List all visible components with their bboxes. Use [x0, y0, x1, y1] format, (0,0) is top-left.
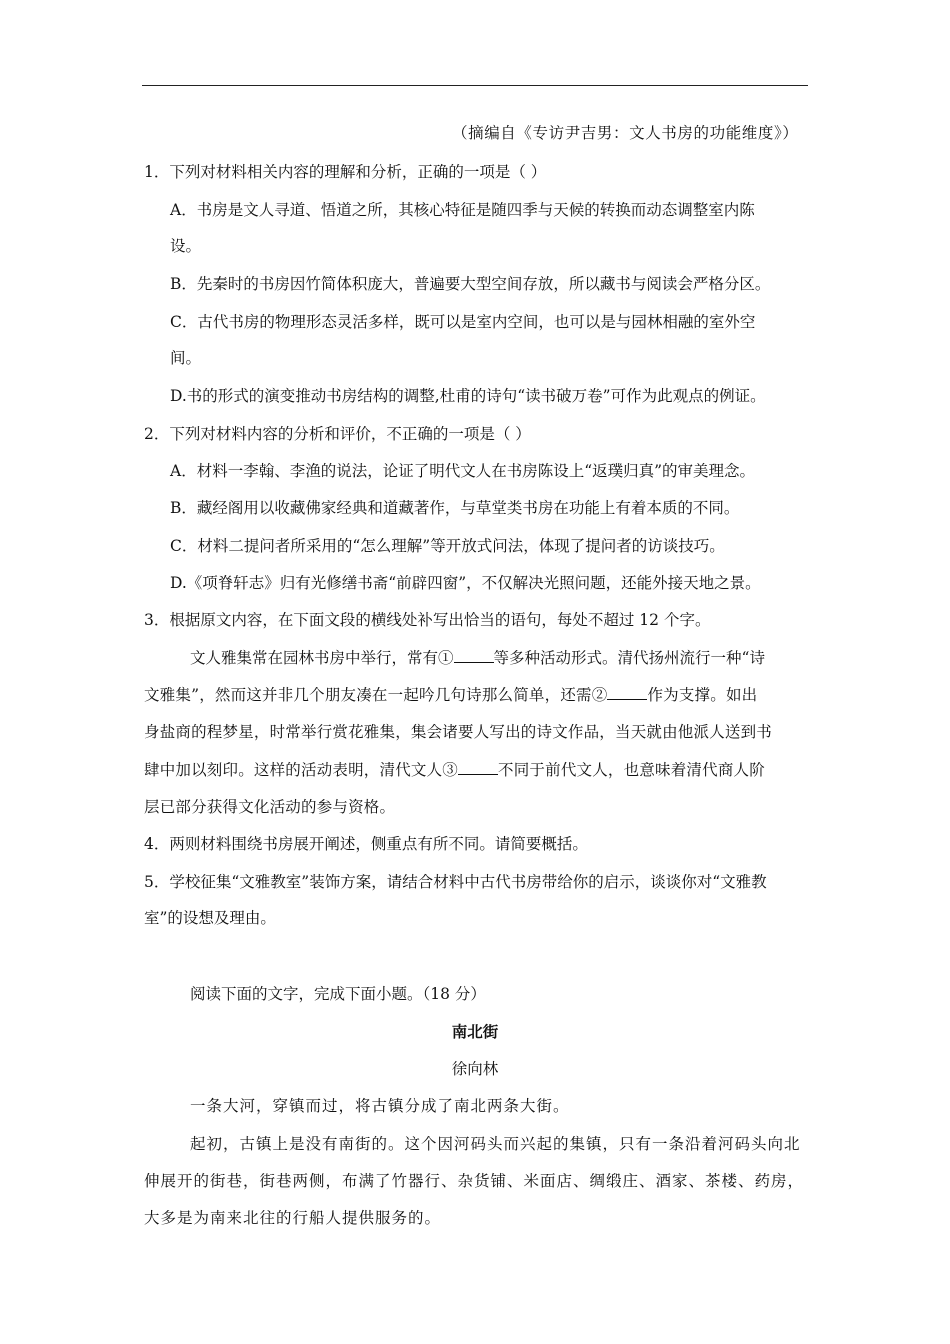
question-1-option-d: D.书的形式的演变推动书房结构的调整,杜甫的诗句“读书破万卷”可作为此观点的例证。: [170, 387, 766, 405]
question-1-stem: 1．下列对材料相关内容的理解和分析，正确的一项是（ ）: [144, 163, 547, 181]
question-2-option-a: A．材料一李翰、李渔的说法，论证了明代文人在书房陈设上“返璞归真”的审美理念。: [170, 462, 756, 480]
question-5-stem: 5．学校征集“文雅教室”装饰方案，请结合材料中古代书房带给你的启示，谈谈你对“文雅教: [144, 873, 767, 891]
question-3-line-1: 文人雅集常在园林书房中举行，常有① 等多种活动形式。清代扬州流行一种“诗: [190, 649, 765, 667]
question-3-line-5: 层已部分获得文化活动的参与资格。: [144, 798, 396, 816]
question-3-line-4: 肆中加以刻印。这样的活动表明，清代文人③ 不同于前代文人，也意味着清代商人阶: [144, 761, 765, 779]
story-author: 徐向林: [451, 1060, 499, 1078]
question-2-option-d: D.《项脊轩志》归有光修缮书斋“前辟四窗”，不仅解决光照问题，还能外接天地之景。: [170, 574, 761, 592]
question-1-option-c: C．古代书房的物理形态灵活多样，既可以是室内空间，也可以是与园林相融的室外空: [170, 313, 756, 331]
question-2-stem: 2．下列对材料内容的分析和评价，不正确的一项是（ ）: [144, 425, 531, 443]
question-3-line-3: 身盐商的程梦星，时常举行赏花雅集，集会诸要人写出的诗文作品，当天就由他派人送到书: [144, 723, 773, 741]
source-citation: （摘编自《专访尹吉男：文人书房的功能维度》）: [452, 124, 799, 142]
blank-2[interactable]: [607, 685, 647, 700]
reading-instruction: 阅读下面的文字，完成下面小题。（18 分）: [190, 985, 486, 1003]
question-3-line-2: 文雅集”，然而这并非几个朋友凑在一起吟几句诗那么简单，还需② 作为支撑。如出: [144, 686, 758, 704]
blank-3[interactable]: [458, 760, 498, 775]
question-3-stem: 3．根据原文内容，在下面文段的横线处补写出恰当的语句，每处不超过 12 个字。: [144, 611, 711, 629]
question-1-option-a: A．书房是文人寻道、悟道之所，其核心特征是随四季与天候的转换而动态调整室内陈: [170, 201, 755, 219]
question-1-option-a-cont: 设。: [170, 237, 202, 255]
question-4-stem: 4．两则材料围绕书房展开阐述，侧重点有所不同。请简要概括。: [144, 835, 588, 853]
story-paragraph-2-line-3: 大多是为南来北往的行船人提供服务的。: [144, 1209, 442, 1227]
story-title: 南北街: [451, 1022, 499, 1041]
story-paragraph-2-line-1: 起初，古镇上是没有南街的。这个因河码头而兴起的集镇，只有一条沿着河码头向北: [190, 1135, 801, 1153]
story-paragraph-1: 一条大河，穿镇而过，将古镇分成了南北两条大街。: [190, 1097, 570, 1115]
header-rule: [142, 85, 808, 86]
question-1-option-b: B．先秦时的书房因竹简体积庞大，普遍要大型空间存放，所以藏书与阅读会严格分区。: [170, 275, 771, 293]
question-5-stem-cont: 室”的设想及理由。: [144, 909, 276, 927]
blank-1[interactable]: [454, 648, 494, 663]
question-2-option-c: C．材料二提问者所采用的“怎么理解”等开放式问法，体现了提问者的访谈技巧。: [170, 537, 725, 555]
question-1-option-c-cont: 间。: [170, 349, 202, 367]
story-paragraph-2-line-2: 伸展开的街巷，街巷两侧，布满了竹器行、杂货铺、米面店、绸缎庄、酒家、茶楼、药房，: [144, 1172, 805, 1190]
question-2-option-b: B．藏经阁用以收藏佛家经典和道藏著作，与草堂类书房在功能上有着本质的不同。: [170, 499, 740, 517]
